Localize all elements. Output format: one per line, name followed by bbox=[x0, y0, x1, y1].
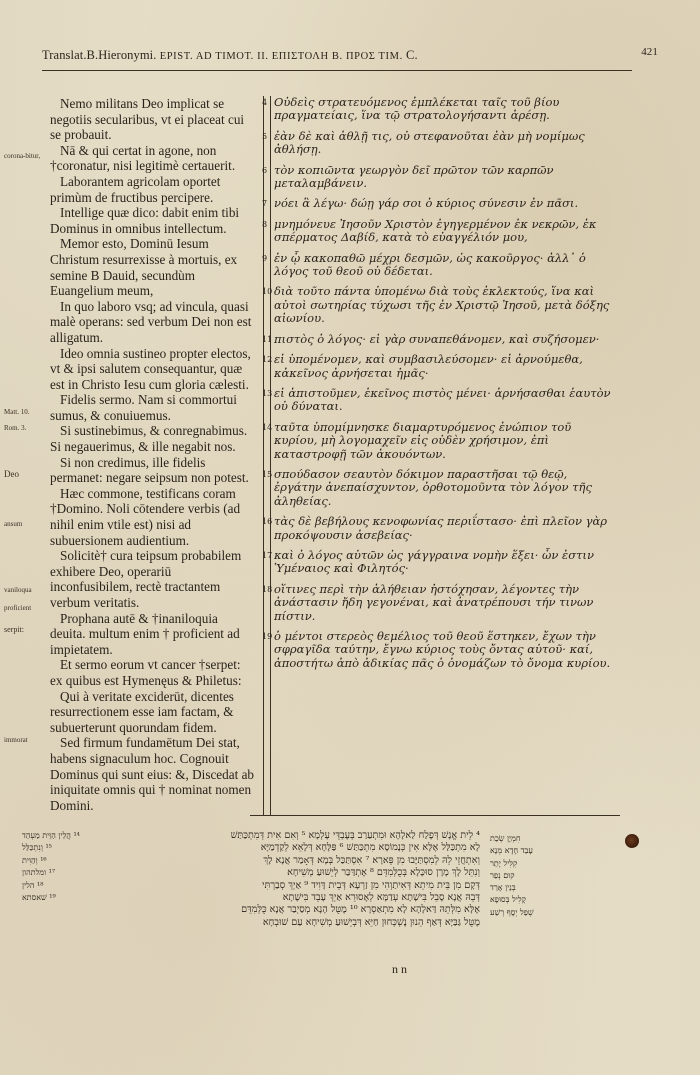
hebrew-margin-line: ¹⁶ וְהַוִּית bbox=[22, 855, 47, 865]
running-header bbox=[42, 46, 658, 70]
margin-note: immorat bbox=[4, 736, 28, 744]
gloss-line: עָבַד חָדָא מְנָא bbox=[490, 846, 533, 856]
hebrew-line: דְּקָם מִן בֵּית מִיתֵא דְּאִיתַוְהִי מִן זַרְעָא דְּבֵית דָּוִיד ⁹ אַיְךְ סְבַרְתִּי bbox=[262, 879, 480, 891]
header-latin-ref: EPIST. AD TIMOT. II. bbox=[159, 51, 269, 62]
latin-verse: Laborantem agricolam oportet primùm de fructibus percipere. bbox=[50, 173, 221, 205]
greek-verse: εἰ ὑπομένομεν, καὶ συμβασιλεύσομεν· εἰ ἀρνούμεθα, κἀκεῖνος ἀρνήσεται ἡμᾶς· bbox=[274, 352, 583, 380]
greek-verse: ὁ μέντοι στερεὸς θεμέλιος τοῦ θεοῦ ἕστηκεν, ἔχων τὴν σφραγῖδα ταύτην, ἔγνω κύριος τοὺς ὄντας αὐτοῦ· καί, ἀποστήτω ἀπὸ ἀδικίας πᾶς ὁ ὀνομάζων τὸ ὄνομα κυρίου. bbox=[274, 629, 611, 670]
gloss-line: בְּנֵין אָרַד bbox=[490, 883, 516, 893]
greek-verse: οἵτινες περὶ τὴν ἀλήθειαν ἠστόχησαν, λέγοντες τὴν ἀνάστασιν ἤδη γεγονέναι, καὶ ἀνατρέπουσι τήν τινων πίστιν. bbox=[274, 581, 594, 623]
margin-note: ansum bbox=[4, 520, 23, 528]
hebrew-margin-line: ¹⁷ ומלתהון bbox=[22, 868, 56, 878]
hebrew-line: דְּבֵהּ אֲנָא סָבֵל בִּישָׁתָא עְדַמָּא לְאֶסוּרֵא אַיְךְ עָבֵד בִּישָׁתָא bbox=[282, 892, 480, 904]
hebrew-line: ⁴ לֵית אֱנָשׁ דְּפָלַח לַאלָהָא וּמִתְעַרַב בְּעֶבְדֵּי עָלְמָא ⁵ וְאִם אִית דְּמִתְכַּתַּשׁ bbox=[230, 830, 480, 841]
verse-number: 7 bbox=[262, 199, 268, 209]
hebrew-line: וְנִתֵּל לָךְ מָרָן סוּכָּלָא בְּכֻלְּמִדֵּם ⁸ אֶתְדַּכַּר לְיֵשׁוּעַ מְשִׁיחָא bbox=[287, 867, 480, 879]
margin-note: Deo bbox=[4, 469, 19, 479]
hebrew-margin-line: ¹⁴ הֲלֵין הַוֵּית מַעְהַד bbox=[22, 831, 80, 840]
verse-number: 19 bbox=[262, 632, 273, 641]
greek-verse: μνημόνευε Ἰησοῦν Χριστὸν ἐγηγερμένον ἐκ νεκρῶν, ἐκ σπέρματος Δαβίδ, κατὰ τὸ εὐαγγέλιόν μου, bbox=[274, 216, 597, 245]
verse-number: 9 bbox=[262, 253, 268, 263]
greek-verse: εἰ ἀπιστοῦμεν, ἐκεῖνος πιστὸς μένει· ἀρνήσασθαι ἑαυτὸν οὐ δύναται. bbox=[274, 385, 611, 414]
hebrew-margin-line: ¹⁸ הלין bbox=[22, 880, 44, 890]
gloss-line: קִלִּיל יָתֵר bbox=[490, 858, 518, 868]
latin-column bbox=[50, 96, 255, 813]
verse-number: 12 bbox=[262, 355, 273, 365]
latin-verse: Si non credimus, ille fidelis permanet: negare seipsum non potest. bbox=[50, 454, 249, 486]
hebrew-margin-line: ¹⁵ וְנִתְכַּלַּל bbox=[22, 843, 52, 853]
greek-verse: τὰς δὲ βεβήλους κενοφωνίας περιΐστασο· ἐπὶ πλεῖον γὰρ προκόψουσιν ἀσεβείας· bbox=[274, 514, 608, 542]
greek-verse: Οὐδεὶς στρατευόμενος ἐμπλέκεται ταῖς τοῦ βίου πραγματείαις, ἵνα τῷ στρατολογήσαντι ἀρέσῃ. bbox=[274, 95, 560, 123]
latin-verse: Si sustinebimus, & conregnabimus. Si negauerimus, & ille negabit nos. bbox=[50, 423, 248, 455]
hebrew-text-block bbox=[102, 830, 480, 929]
hebrew-line: וְאִתְחֲזֵי לֵהּ לְמִסְתַּיָּבוּ מִן פֵּארָא ⁷ אִסְתַּכַּל בְּמָא דְּאָמַר אֲנָא לָךְ bbox=[263, 854, 480, 866]
greek-verse: διὰ τοῦτο πάντα ὑπομένω διὰ τοὺς ἐκλεκτούς, ἵνα καὶ αὐτοὶ σωτηρίας τύχωσι τῆς ἐν Χριστῷ Ἰησοῦ, μετὰ δόξης αἰωνίου. bbox=[274, 284, 610, 326]
gloss-line: שְׁפַל יְסָף רְשַׁע bbox=[490, 907, 534, 917]
verse-number: 11 bbox=[262, 334, 273, 344]
hebrew-margin-verses bbox=[22, 830, 102, 904]
greek-verse: νόει ἃ λέγω· δώῃ γάρ σοι ὁ κύριος σύνεσιν ἐν πᾶσι. bbox=[274, 196, 579, 211]
verse-number: 18 bbox=[262, 584, 273, 594]
verse-number: 5 bbox=[262, 131, 268, 141]
hebrew-gloss-column bbox=[490, 833, 602, 919]
bottom-rule bbox=[250, 815, 620, 816]
header-greek-ref: ΕΠΙΣΤΟΛΗ Β. ΠΡΟΣ ΤΙΜ. bbox=[271, 51, 403, 62]
latin-verse: Fidelis sermo. Nam si commortui sumus, & conuiuemus. bbox=[50, 392, 237, 423]
margin-note: Rom. 3. bbox=[4, 424, 27, 432]
latin-verse: Ideo omnia sustineo propter electos, vt & ipsi salutem consequantur, quæ est in Christo Iesu cum gloria cælesti. bbox=[50, 345, 251, 392]
verse-number: 15 bbox=[262, 469, 273, 479]
header-chapter: C. bbox=[406, 48, 418, 62]
margin-note: vaniloqua bbox=[4, 586, 32, 594]
greek-verse: καὶ ὁ λόγος αὐτῶν ὡς γάγγραινα νομὴν ἕξει· ὧν ἐστιν Ὑμέναιος καὶ Φιλητός· bbox=[274, 547, 594, 576]
greek-verse: πιστὸς ὁ λόγος· εἰ γὰρ συναπεθάνομεν, καὶ συζήσομεν· bbox=[274, 331, 600, 346]
latin-verse: Nemo militans Deo implicat se negotiis secularibus, vt ei placeat cui se probauit. bbox=[50, 96, 245, 143]
verse-number: 4 bbox=[262, 98, 268, 107]
margin-note: proficient bbox=[4, 604, 32, 612]
header-rule bbox=[42, 70, 632, 71]
hebrew-margin-line: ¹⁹ שׁאסתא bbox=[22, 893, 56, 903]
margin-note: serpit: bbox=[4, 625, 24, 634]
signature-mark: n n bbox=[392, 962, 407, 976]
latin-verse: Qui à veritate exciderūt, dicentes resurrectionem esse iam factam, & subuerterunt quorundam fidem. bbox=[50, 688, 234, 735]
column-divider-right bbox=[270, 96, 271, 816]
greek-column bbox=[262, 95, 616, 677]
verse-number: 14 bbox=[262, 422, 273, 432]
latin-verse: Memor esto, Dominū Iesum Christum resurrexisse à mortuis, ex semine B Dauid, secundùm Euangelium meum, bbox=[50, 236, 238, 299]
latin-verse: Solicitè† cura teipsum probabilem exhibere Deo, operariū inconfusibilem, rectè tractantem verbum veritatis. bbox=[50, 548, 242, 610]
latin-verse: Et sermo eorum vt cancer †serpet: ex quibus est Hymenęus & Philetus: bbox=[50, 657, 242, 688]
gloss-line: קָלִיל בְּסוּפָא bbox=[490, 895, 526, 905]
latin-verse: Prophana autē & †inaniloquia deuita. multum enim † proficient ad impietatem. bbox=[50, 610, 240, 657]
verse-number: 16 bbox=[262, 517, 273, 527]
gloss-line: חִמְיָן שְׂכַת bbox=[490, 834, 521, 843]
hebrew-line: אֶלָּא מִלְּתֵהּ דַּאלָהָא לָא מִתְאַסְרָא ¹⁰ מֶטֻּל הָנָא מְסַיְבַר אֲנָא כֻּלְּמִדֵּם bbox=[241, 904, 480, 916]
hebrew-line: מֶטֻּל גַּבַּיָּא דְּאַף הֵנוּן נֶשְׁכְּחוּן חַיֵּא דְּבְיֵשׁוּעַ מְשִׁיחָא עַם שׁוּבְחָא bbox=[262, 916, 480, 928]
paper-wormhole bbox=[625, 834, 639, 848]
greek-verse: ἐὰν δὲ καὶ ἀθλῇ τις, οὐ στεφανοῦται ἐὰν μὴ νομίμως ἀθλήσῃ. bbox=[274, 128, 585, 157]
latin-verse: In quo laboro vsq; ad vincula, quasi malè operans: sed verbum Dei non est alligatum. bbox=[50, 298, 252, 345]
header-left: Translat.B.Hieronymi. bbox=[42, 48, 157, 62]
greek-verse: σπούδασον σεαυτὸν δόκιμον παραστῆσαι τῷ θεῷ, ἐργάτην ἀνεπαίσχυντον, ὀρθοτομοῦντα τὸν λόγον τῆς ἀληθείας. bbox=[274, 466, 592, 508]
greek-verse: ἐν ᾧ κακοπαθῶ μέχρι δεσμῶν, ὡς κακοῦργος· ἀλλ᾽ ὁ λόγος τοῦ θεοῦ οὐ δέδεται. bbox=[274, 250, 586, 279]
latin-verse: Sed firmum fundamētum Dei stat, habens signaculum hoc. Cognouit Dominus qui sunt eius: &, Discedat ab iniquitate omnis qui † nominat nomen Domini. bbox=[50, 735, 255, 813]
margin-note: Matt. 10. bbox=[4, 408, 30, 416]
latin-verse: Hæc commone, testificans coram †Domino. Noli cōtendere verbis (ad nihil enim vtile est) nisi ad subuersionem audientium. bbox=[50, 485, 241, 548]
latin-verse: Nā & qui certat in agone, non †coronatur, nisi legitimè certauerit. bbox=[50, 142, 236, 174]
verse-number: 17 bbox=[262, 550, 273, 560]
page-number: 421 bbox=[641, 46, 658, 58]
gloss-line: קוּם נְפַר bbox=[490, 870, 515, 880]
verse-number: 13 bbox=[262, 388, 273, 398]
verse-number: 10 bbox=[262, 287, 273, 297]
verse-number: 6 bbox=[262, 165, 268, 175]
verse-number: 8 bbox=[262, 219, 268, 229]
greek-verse: ταῦτα ὑπομίμνησκε διαμαρτυρόμενος ἐνώπιον τοῦ κυρίου, μὴ λογομαχεῖν εἰς οὐδὲν χρήσιμον, ἐπὶ καταστροφῇ τῶν ἀκουόντων. bbox=[274, 419, 572, 461]
greek-verse: τὸν κοπιῶντα γεωργὸν δεῖ πρῶτον τῶν καρπῶν μεταλαμβάνειν. bbox=[274, 162, 554, 191]
hebrew-line: לָא מִתְכַּלַּל אֶלָּא אִין כְּנָמוֹסָא מִתְכַּתַּשׁ ⁶ פַּלָּחָא דְּלָאֵא לְקַדְמַיָּא bbox=[260, 842, 480, 854]
latin-verse: Intellige quæ dico: dabit enim tibi Dominus in omnibus intellectum. bbox=[50, 205, 240, 236]
margin-note: corona-bitur, bbox=[4, 152, 41, 160]
